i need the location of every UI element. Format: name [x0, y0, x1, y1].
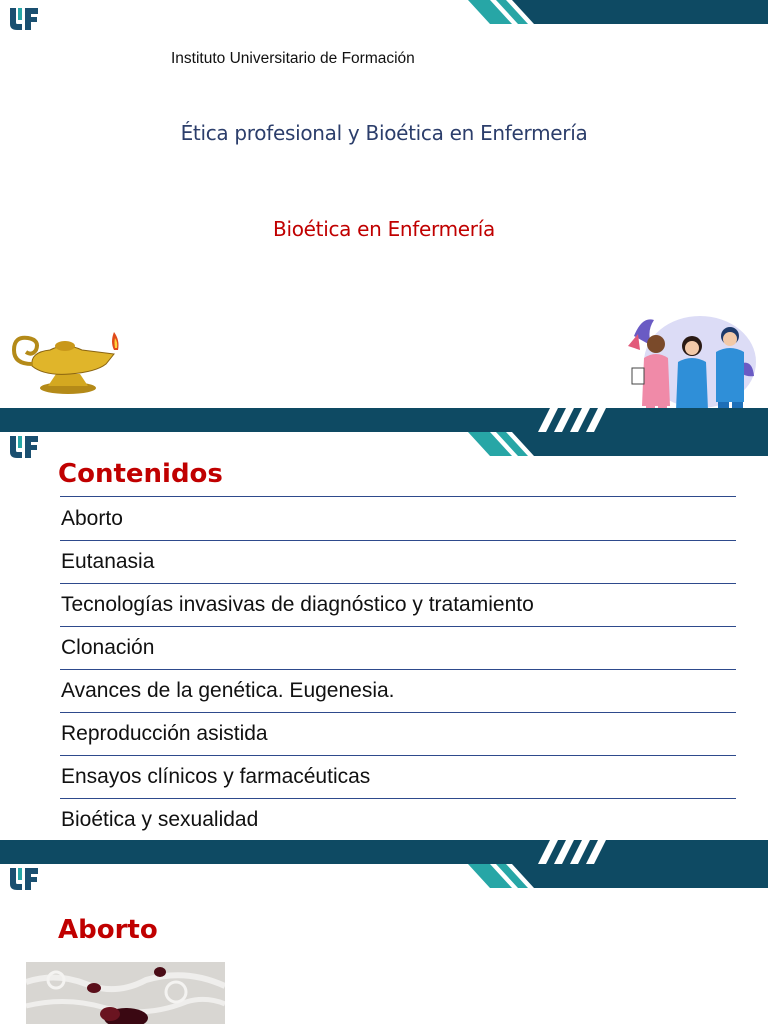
stripe-decoration-icon — [468, 0, 768, 24]
slide-title — [0, 0, 768, 432]
list-item-label: Avances de la genética. Eugenesia. — [61, 679, 395, 702]
list-item — [60, 626, 736, 670]
photo-image-icon — [26, 962, 225, 1024]
list-item — [60, 712, 736, 756]
uf-logo-icon — [8, 434, 40, 460]
institute-name: Instituto Universitario de Formación — [171, 50, 415, 67]
list-item — [60, 669, 736, 713]
list-item-label: Tecnologías invasivas de diagnóstico y tratamiento — [61, 593, 534, 616]
list-item-label: Aborto — [61, 507, 123, 530]
list-item-label: Clonación — [61, 636, 155, 659]
stripe-decoration-icon — [468, 432, 768, 456]
list-item-label: Ensayos clínicos y farmacéuticas — [61, 765, 371, 788]
list-item — [60, 798, 736, 841]
stripe-decoration-icon — [520, 408, 610, 432]
oil-lamp-icon — [10, 328, 125, 398]
uf-logo-icon — [8, 866, 40, 892]
list-item — [60, 583, 736, 627]
topic-title: Bioética en Enfermería — [273, 217, 495, 241]
list-item — [60, 540, 736, 584]
course-title: Ética profesional y Bioética en Enfermería — [180, 121, 588, 145]
slide-footer-bar — [0, 408, 768, 432]
stripe-decoration-icon — [468, 864, 768, 888]
aborto-title: Aborto — [58, 915, 158, 945]
list-item-label: Reproducción asistida — [61, 722, 268, 745]
list-item — [60, 496, 736, 541]
slide-footer-bar — [0, 840, 768, 864]
stripe-decoration-icon — [520, 840, 610, 864]
list-item-label: Eutanasia — [61, 550, 155, 573]
contents-title: Contenidos — [58, 459, 223, 489]
list-item-label: Bioética y sexualidad — [61, 808, 259, 831]
slide-contents — [0, 432, 768, 864]
list-item — [60, 755, 736, 799]
slide-aborto — [0, 864, 768, 1024]
uf-logo-icon — [8, 6, 40, 32]
